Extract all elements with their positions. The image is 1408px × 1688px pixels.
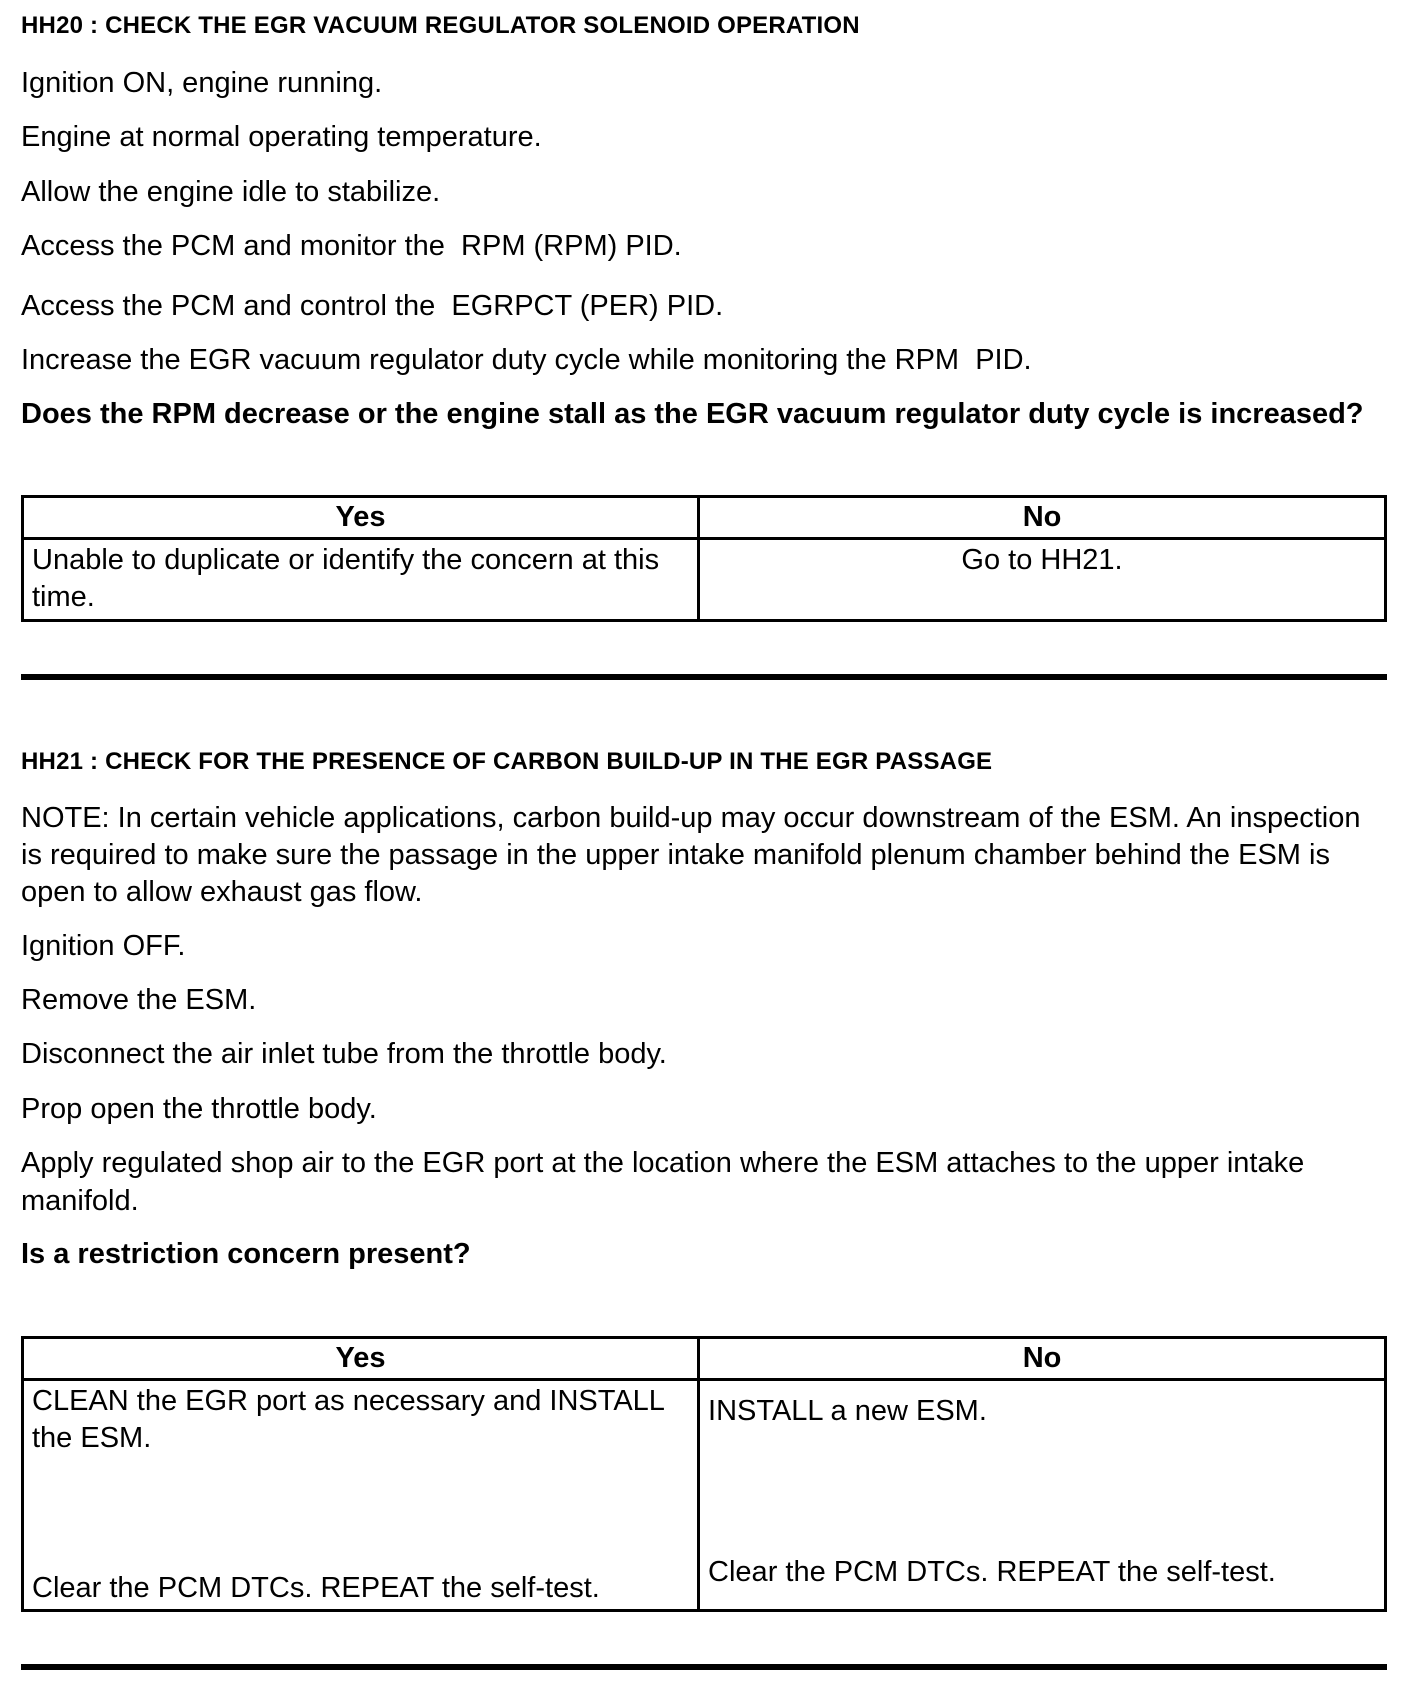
section-divider — [21, 674, 1387, 680]
note-paragraph: NOTE: In certain vehicle applications, carbon build-up may occur downstream of the ESM. An inspection is required to make sure the passage in the upper intake manifold plenum chamber behind the ESM is open to allow exhaust gas flow. — [21, 801, 1361, 908]
decision-question: Is a restriction concern present? — [21, 1238, 471, 1271]
no-cell-text: Clear the PCM DTCs. REPEAT the self-test. — [708, 1556, 1276, 1588]
step-line: Increase the EGR vacuum regulator duty cycle while monitoring the RPM PID. — [21, 344, 1032, 377]
yes-cell-text: CLEAN the EGR port as necessary and INSTALL the ESM. — [32, 1385, 664, 1455]
yes-cell — [23, 539, 699, 620]
step-line: Prop open the throttle body. — [21, 1092, 377, 1125]
section-hh21-heading: HH21 : CHECK FOR THE PRESENCE OF CARBON BUILD-UP IN THE EGR PASSAGE — [21, 747, 993, 775]
yes-cell-text: Unable to duplicate or identify the concern at this time. — [32, 544, 660, 614]
step-line: Disconnect the air inlet tube from the throttle body. — [21, 1038, 667, 1071]
section-hh20-heading: HH20 : CHECK THE EGR VACUUM REGULATOR SOLENOID OPERATION — [21, 12, 860, 39]
yes-cell-text: Clear the PCM DTCs. REPEAT the self-test. — [32, 1572, 600, 1604]
section-hh21 — [21, 748, 1387, 1613]
step-line: Allow the engine idle to stabilize. — [21, 175, 441, 208]
yes-cell — [23, 1380, 699, 1611]
decision-question: Does the RPM decrease or the engine stall as the EGR vacuum regulator duty cycle is increased? — [21, 397, 1364, 430]
section-hh20 — [21, 12, 1387, 622]
step-line: Apply regulated shop air to the EGR port at the location where the ESM attaches to the upper intake manifold. — [21, 1146, 1313, 1218]
table-row — [23, 539, 1386, 620]
decision-table-hh20 — [21, 495, 1387, 621]
step-line: Engine at normal operating temperature. — [21, 121, 542, 154]
no-header: No — [699, 497, 1386, 539]
no-cell-text: INSTALL a new ESM. — [708, 1395, 987, 1428]
decision-table-hh21 — [21, 1336, 1387, 1612]
yes-header: Yes — [23, 497, 699, 539]
step-line: Ignition OFF. — [21, 929, 186, 962]
table-header-row — [23, 497, 1386, 539]
table-header-row — [23, 1338, 1386, 1380]
step-line: Remove the ESM. — [21, 984, 257, 1017]
page-bottom-divider — [21, 1664, 1387, 1670]
no-cell — [699, 1380, 1386, 1611]
yes-header: Yes — [23, 1338, 699, 1380]
step-line: Access the PCM and control the EGRPCT (PER) PID. — [21, 290, 724, 323]
no-cell — [699, 539, 1386, 620]
no-header: No — [699, 1338, 1386, 1380]
step-line: Access the PCM and monitor the RPM (RPM) PID. — [21, 229, 682, 262]
step-line: Ignition ON, engine running. — [21, 67, 383, 99]
no-cell-text: Go to HH21. — [961, 544, 1123, 577]
table-row — [23, 1380, 1386, 1611]
